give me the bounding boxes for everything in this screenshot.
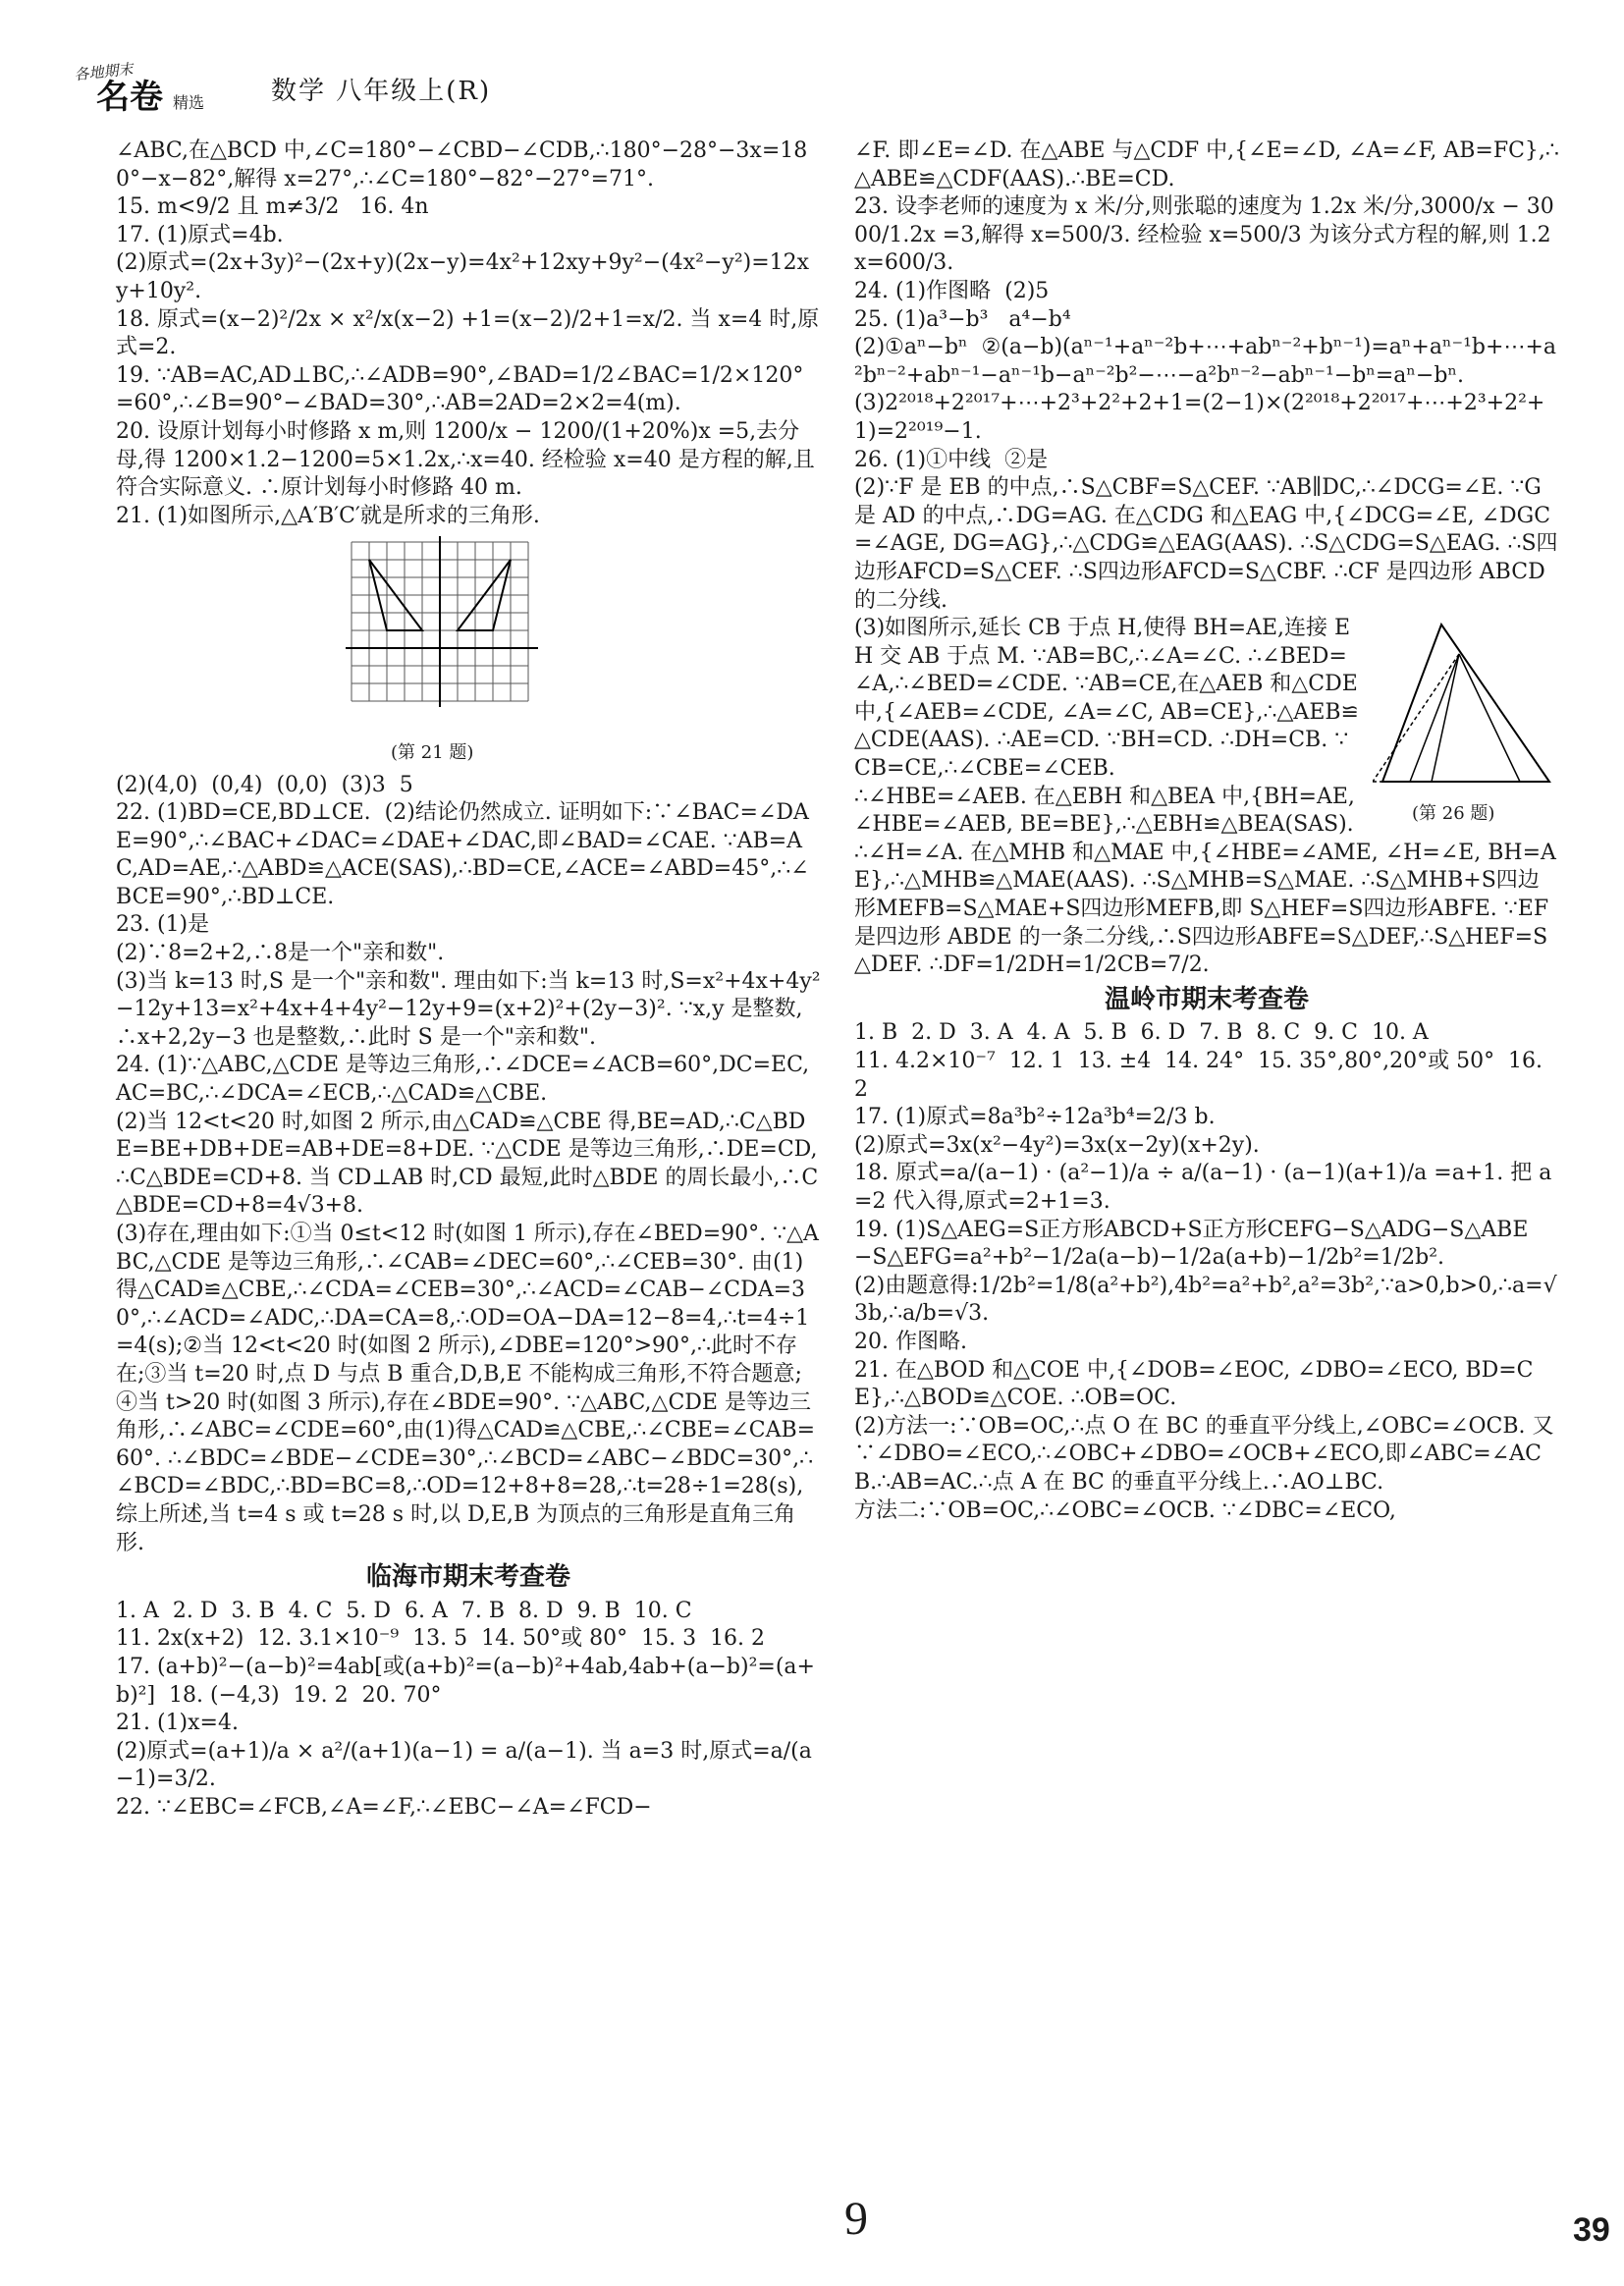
- answer-line: 11. 2x(x+2) 12. 3.1×10⁻⁹ 13. 5 14. 50°或 80° 15. 3 16. 2: [116, 1626, 766, 1652]
- logo-top-text: 各地期末: [73, 60, 135, 84]
- answer-line: 18. 原式=(x−2)²/2x × x²/x(x−2) +1=(x−2)/2+1=x/2. 当 x=4 时,原式=2.: [116, 306, 820, 360]
- answer-line: 方法二:∵OB=OC,∴∠OBC=∠OCB. ∵∠DBC=∠ECO,: [854, 1497, 1396, 1523]
- answer-line: (2)∵F 是 EB 的中点,∴S△CBF=S△CEF. ∵AB∥DC,∴∠DCG=∠E. ∵G 是 AD 的中点,∴DG=AG. 在△CDG 和△EAG 中,{∠DCG=∠E, ∠DGC=∠AGE, DG=AG},∴△CDG≌△EAG(AAS). ∴S△CDG=S△EAG. ∴S四边形AFCD=S△CEF. ∴S四边形AFCD=S△CBF. ∴CF 是四边形 ABCD 的二分线.: [854, 475, 1558, 613]
- answer-line: 18. 原式=a/(a−1) · (a²−1)/a ÷ a/(a−1) · (a−1)(a+1)/a =a+1. 把 a=2 代入得,原式=2+1=3.: [854, 1161, 1552, 1214]
- answer-line: 22. (1)BD=CE,BD⊥CE. (2)结论仍然成立. 证明如下:∵∠BAC=∠DAE=90°,∴∠BAC+∠DAC=∠DAE+∠DAC,即∠BAD=∠CAE. ∵AB=AC,AD=AE,∴△ABD≌△ACE(SAS),∴BD=CE,∠ACE=∠ABD=45°,∴∠BCE=90°,∴BD⊥CE.: [116, 800, 809, 909]
- answer-line: 20. 设原计划每小时修路 x m,则 1200/x − 1200/(1+20%)x =5,去分母,得 1200×1.2−1200=5×1.2x,∴x=40. 经检验 x=40 是方程的解,且符合实际意义. ∴原计划每小时修路 40 m.: [116, 418, 815, 501]
- subject-grade: 数学 八年级上(R): [271, 77, 492, 106]
- answer-line: 17. (1)原式=8a³b²÷12a³b⁴=2/3 b.: [854, 1105, 1216, 1130]
- answer-line: (3)存在,理由如下:①当 0≤t<12 时(如图 1 所示),存在∠BED=90°. ∵△ABC,△CDE 是等边三角形,∴∠CAB=∠DEC=60°,∴∠CEB=30°. 由(1)得△CAD≌△CBE,∴∠CDA=∠CEB=30°,∴∠ACD=∠CAB−∠CDA=30°,∴∠ACD=∠ADC,∴DA=CA=8,∴OD=OA−DA=12−8=4,∴t=4÷1=4(s);②当 12<t<20 时(如图 2 所示),∠DBE=120°>90°,∴此时不存在;③当 t=20 时,点 D 与点 B 重合,D,B,E 不能构成三角形,不符合题意;④当 t>20 时(如图 3 所示),存在∠BDE=90°. ∵△ABC,△CDE 是等边三角形,∴∠ABC=∠CDE=60°,由(1)得△CAD≌△CBE,∴∠CBE=∠CAB=60°. ∴∠BDC=∠BDE−∠CDE=30°,∴∠BCD=∠ABC−∠BDC=30°,∴∠BCD=∠BDC,∴BD=BC=8,∴OD=12+8+8=28,∴t=28÷1=28(s),综上所述,当 t=4 s 或 t=28 s 时,以 D,E,B 为顶点的三角形是直角三角形.: [116, 1222, 819, 1555]
- answer-line: 1. A 2. D 3. B 4. C 5. D 6. A 7. B 8. D 9. B 10. C: [116, 1598, 692, 1623]
- answer-line: (2)原式=(2x+3y)²−(2x+y)(2x−y)=4x²+12xy+9y²−(4x²−y²)=12xy+10y².: [116, 250, 810, 303]
- section-heading: 临海市期末考查卷: [365, 1562, 570, 1593]
- figure-26-caption: (第 26 题): [1412, 802, 1495, 824]
- section-heading: 温岭市期末考查卷: [1104, 984, 1309, 1014]
- answer-line: (2)当 12<t<20 时,如图 2 所示,由△CAD≌△CBE 得,BE=AD,∴C△BDE=BE+DB+DE=AB+DE=8+DE. ∵△CDE 是等边三角形,∴DE=CD,∴C△BDE=CD+8. 当 CD⊥AB 时,CD 最短,此时△BDE 的周长最小,∴C△BDE=CD+8=4√3+8.: [116, 1109, 819, 1219]
- answer-line: (2)(4,0) (0,4) (0,0) (3)3 5: [116, 772, 413, 797]
- answer-line: 23. (1)是: [116, 912, 210, 938]
- answer-line: (2)方法一:∵OB=OC,∴点 O 在 BC 的垂直平分线上,∠OBC=∠OCB. 又∵∠DBO=∠ECO,∴∠OBC+∠DBO=∠OCB+∠ECO,即∠ABC=∠ACB.∴AB=AC.∴点 A 在 BC 的垂直平分线上.∴AO⊥BC.: [854, 1413, 1554, 1495]
- grid-figure-21: [342, 534, 568, 731]
- answer-line: 26. (1)①中线 ②是: [854, 447, 1049, 472]
- answer-line: (2)由题意得:1/2b²=1/8(a²+b²),4b²=a²+b²,a²=3b²,∵a>0,b>0,∴a=√3b,∴a/b=√3.: [854, 1273, 1557, 1327]
- page-number: 39: [1573, 2211, 1610, 2249]
- answer-line: (3)当 k=13 时,S 是一个"亲和数". 理由如下:当 k=13 时,S=x²+4x+4y²−12y+13=x²+4x+4+4y²−12y+9=(x+2)²+(2y−3)². ∵x,y 是整数,∴x+2,2y−3 也是整数,∴此时 S 是一个"亲和数".: [116, 968, 821, 1050]
- answer-line: (2)原式=3x(x²−4y²)=3x(x−2y)(x+2y).: [854, 1132, 1260, 1158]
- answer-line: ∴∠HBE=∠AEB. 在△EBH 和△BEA 中,{BH=AE, ∠HBE=∠AEB, BE=BE},∴△EBH≌△BEA(SAS). ∴∠H=∠A. 在△MHB 和△MAE 中,{∠HBE=∠AME, ∠H=∠E, BH=AE},∴△MHB≌△MAE(AAS). ∴S△MHB=S△MAE. ∴S△MHB+S四边形MEFB=S△MAE+S四边形MEFB,即 S△HEF=S四边形ABFE. ∵EF 是四边形 ABDE 的一条二分线,∴S四边形ABFE=S△DEF,∴S△HEF=S△DEF. ∴DF=1/2DH=1/2CB=7/2.: [854, 784, 1556, 978]
- figure-21: [342, 534, 821, 767]
- answer-line: (2)①aⁿ−bⁿ ②(a−b)(aⁿ⁻¹+aⁿ⁻²b+⋯+abⁿ⁻²+bⁿ⁻¹)=aⁿ+aⁿ⁻¹b+⋯+a²bⁿ⁻²+abⁿ⁻¹−aⁿ⁻¹b−aⁿ⁻²b²−⋯−a²bⁿ⁻²−abⁿ⁻¹−bⁿ=aⁿ−bⁿ.: [854, 335, 1556, 388]
- logo-icon: [67, 57, 263, 116]
- answer-line: 24. (1)∵△ABC,△CDE 是等边三角形,∴∠DCE=∠ACB=60°,DC=EC,AC=BC,∴∠DCA=∠ECB,∴△CAD≌△CBE.: [116, 1053, 810, 1107]
- answer-line: 11. 4.2×10⁻⁷ 12. 1 13. ±4 14. 24° 15. 35°,80°,20°或 50° 16. 2: [854, 1049, 1550, 1102]
- answer-line: (3)2²⁰¹⁸+2²⁰¹⁷+⋯+2³+2²+2+1=(2−1)×(2²⁰¹⁸+2²⁰¹⁷+⋯+2³+2²+1)=2²⁰¹⁹−1.: [854, 391, 1545, 444]
- logo-sub-text: 精选: [173, 93, 205, 112]
- triangle-figure-26: [1373, 615, 1559, 791]
- answer-line: ∠F. 即∠E=∠D. 在△ABE 与△CDF 中,{∠E=∠D, ∠A=∠F, AB=FC},∴△ABE≌△CDF(AAS).∴BE=CD.: [854, 138, 1559, 191]
- answer-line: 23. 设李老师的速度为 x 米/分,则张聪的速度为 1.2x 米/分,3000/x − 3000/1.2x =3,解得 x=500/3. 经检验 x=500/3 为该分式方程的解,则 1.2x=600/3.: [854, 194, 1554, 276]
- answer-line: ∠ABC,在△BCD 中,∠C=180°−∠CBD−∠CDB,∴180°−28°−3x=180°−x−82°,解得 x=27°,∴∠C=180°−82°−27°=71°.: [116, 138, 808, 191]
- answer-line: 22. ∵∠EBC=∠FCB,∠A=∠F,∴∠EBC−∠A=∠FCD−: [116, 1794, 652, 1820]
- answer-line: 17. (1)原式=4b.: [116, 222, 284, 247]
- answer-line: 17. (a+b)²−(a−b)²=4ab[或(a+b)²=(a−b)²+4ab,4ab+(a−b)²=(a+b)²] 18. (−4,3) 19. 2 20. 70°: [116, 1654, 815, 1708]
- logo-main-text: 名卷: [96, 78, 163, 116]
- handwritten-mark: 9: [844, 2193, 868, 2245]
- answer-line: 24. (1)作图略 (2)5: [854, 278, 1050, 303]
- answer-line: (3)如图所示,延长 CB 于点 H,使得 BH=AE,连接 EH 交 AB 于点 M. ∵AB=BC,∴∠A=∠C. ∴∠BED=∠A,∴∠BED=∠CDE. ∵AB=CE,在△AEB 和△CDE 中,{∠AEB=∠CDE, ∠A=∠C, AB=CE},∴△AEB≌△CDE(AAS). ∴AE=CD. ∵BH=CD. ∴DH=CB. ∵CB=CE,∴∠CBE=∠CEB.: [854, 616, 1365, 782]
- left-column: [116, 137, 821, 1822]
- page-header: [67, 57, 754, 116]
- answer-line: 1. B 2. D 3. A 4. A 5. B 6. D 7. B 8. C 9. C 10. A: [854, 1020, 1429, 1046]
- figure-26: [1373, 615, 1559, 824]
- figure-21-caption: (第 21 题): [391, 741, 474, 763]
- answer-line: 25. (1)a³−b³ a⁴−b⁴: [854, 306, 1071, 332]
- answer-line: 19. ∵AB=AC,AD⊥BC,∴∠ADB=90°,∠BAD=1/2∠BAC=1/2×120°=60°,∴∠B=90°−∠BAD=30°,∴AB=2AD=2×2=4(m).: [116, 362, 804, 416]
- answer-line: 21. 在△BOD 和△COE 中,{∠DOB=∠EOC, ∠DBO=∠ECO, BD=CE},∴△BOD≌△COE. ∴OB=OC.: [854, 1357, 1534, 1411]
- answer-line: 19. (1)S△AEG=S正方形ABCD+S正方形CEFG−S△ADG−S△ABE−S△EFG=a²+b²−1/2a(a−b)−1/2a(a+b)−1/2b²=1/2b².: [854, 1217, 1529, 1271]
- answer-line: (2)∵8=2+2,∴8是一个"亲和数".: [116, 941, 445, 966]
- answer-line: 21. (1)x=4.: [116, 1711, 239, 1736]
- right-column: [854, 137, 1559, 1525]
- answer-line: 20. 作图略.: [854, 1329, 967, 1354]
- answer-line: 15. m<9/2 且 m≠3/2 16. 4n: [116, 194, 429, 220]
- answer-line: 21. (1)如图所示,△A′B′C′就是所求的三角形.: [116, 503, 540, 528]
- answer-line: (2)原式=(a+1)/a × a²/(a+1)(a−1) = a/(a−1). 当 a=3 时,原式=a/(a−1)=3/2.: [116, 1738, 812, 1792]
